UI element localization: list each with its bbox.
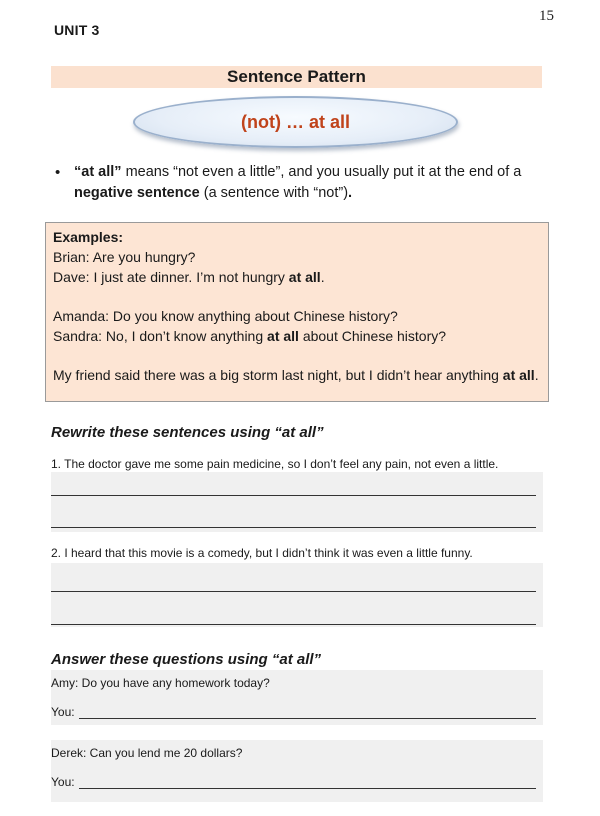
you-label: You: <box>51 705 75 719</box>
rewrite-question-1: 1. The doctor gave me some pain medicine, so I don’t feel any pain, not even a little. <box>51 457 499 471</box>
sentence-pattern-callout: (not) … at all <box>133 96 458 148</box>
section-title: Sentence Pattern <box>51 66 542 88</box>
answer-line[interactable] <box>79 706 536 719</box>
example-line: Sandra: No, I don’t know anything at all about Chinese history? <box>53 328 447 344</box>
bullet-icon: • <box>55 164 61 181</box>
answer-question-1: Amy: Do you have any homework today? <box>51 676 270 690</box>
examples-heading: Examples: <box>53 229 124 245</box>
answer-line[interactable] <box>51 527 536 528</box>
answer-section-heading: Answer these questions using “at all” <box>51 651 322 668</box>
example-line: Dave: I just ate dinner. I’m not hungry at all. <box>53 269 325 285</box>
example-line: Brian: Are you hungry? <box>53 249 196 265</box>
answer-row-2[interactable] <box>51 775 536 789</box>
examples-box <box>45 222 549 402</box>
answer-area-1[interactable] <box>51 472 543 532</box>
answer-question-2: Derek: Can you lend me 20 dollars? <box>51 746 243 760</box>
answer-row-1[interactable] <box>51 705 536 719</box>
answer-line[interactable] <box>51 495 536 496</box>
answer-area-2[interactable] <box>51 563 543 627</box>
rewrite-question-2: 2. I heard that this movie is a comedy, but I didn’t think it was even a little funny. <box>51 546 473 560</box>
answer-line[interactable] <box>79 776 536 789</box>
unit-label: UNIT 3 <box>54 22 100 38</box>
rewrite-section-heading: Rewrite these sentences using “at all” <box>51 424 324 441</box>
explanation-text: “at all” means “not even a little”, and you usually put it at the end of a negative sentence (a sentence with “not”). <box>74 164 522 201</box>
example-line: My friend said there was a big storm last night, but I didn’t hear anything at all. <box>53 367 539 383</box>
page-number: 15 <box>539 8 554 24</box>
answer-line[interactable] <box>51 591 536 592</box>
example-line: Amanda: Do you know anything about Chinese history? <box>53 308 398 324</box>
you-label: You: <box>51 775 75 789</box>
answer-line[interactable] <box>51 624 536 625</box>
